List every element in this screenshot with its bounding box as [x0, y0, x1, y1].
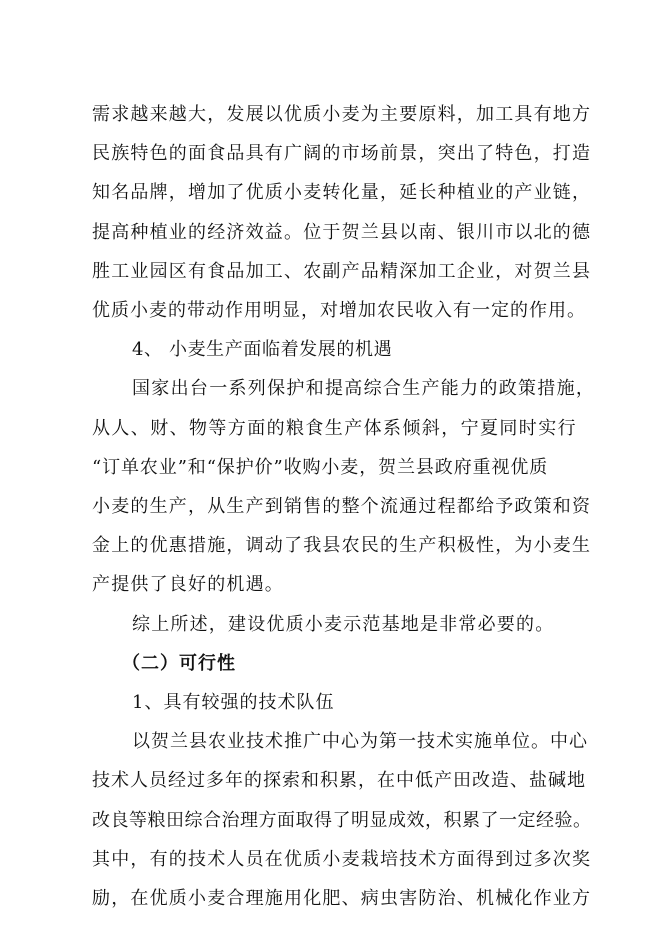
paragraph-line [0, 802, 662, 840]
line-text: 技术人员经过多年的探索和积累，在中低产田改造、盐碱地 [92, 770, 586, 792]
paragraph-line [0, 527, 662, 565]
paragraph-line [0, 174, 662, 212]
paragraph-line [0, 370, 662, 408]
paragraph-line [0, 253, 662, 291]
line-text: 需求越来越大，发展以优质小麦为主要原料，加工具有地方 [92, 104, 592, 125]
line-text: 从人、财、物等方面的粮食生产体系倾斜，宁夏同时实行 [92, 417, 577, 439]
heading-text: 1、具有较强的技术队伍 [132, 692, 335, 713]
paragraph-line [0, 410, 662, 448]
paragraph-line [0, 488, 662, 526]
line-text: 其中，有的技术人员在优质小麦栽培技术方面得到过多次奖 [92, 848, 592, 870]
line-text: 胜工业园区有食品加工、农副产品精深加工企业，对贺兰县 [92, 260, 592, 282]
line-text: 以贺兰县农业技术推广中心为第一技术实施单位。中心 [132, 731, 588, 753]
line-text: “订单农业”和“保护价”收购小麦，贺兰县政府重视优质 [92, 456, 549, 478]
section-heading [0, 684, 662, 722]
line-text: 国家出台一系列保护和提高综合生产能力的政策措施， [132, 378, 596, 400]
paragraph-line [0, 449, 662, 487]
line-text: 励，在优质小麦合理施用化肥、病虫害防治、机械化作业方 [92, 888, 592, 909]
heading-text: 4、 小麦生产面临着发展的机遇 [132, 339, 393, 361]
paragraph-line [0, 292, 662, 330]
line-text: 小麦的生产，从生产到销售的整个流通过程都给予政策和资 [92, 496, 592, 517]
line-text: 优质小麦的带动作用明显，对增加农民收入有一定的作用。 [92, 300, 586, 321]
line-text: 提高种植业的经济效益。位于贺兰县以南、银川市以北的德 [92, 221, 592, 243]
paragraph-line [0, 214, 662, 252]
line-text: 综上所述，建设优质小麦示范基地是非常必要的。 [132, 613, 555, 635]
line-text: 金上的优惠措施，调动了我县农民的生产积极性，为小麦生 [92, 535, 592, 557]
paragraph-line [0, 723, 662, 761]
paragraph-line [0, 606, 662, 644]
paragraph-line [0, 880, 662, 918]
heading-text: （二）可行性 [122, 652, 236, 674]
section-heading [0, 645, 662, 683]
section-heading [0, 331, 662, 369]
paragraph-line [0, 135, 662, 173]
line-text: 知名品牌，增加了优质小麦转化量，延长种植业的产业链， [92, 182, 592, 204]
line-text: 民族特色的面食品具有广阔的市场前景，突出了特色，打造 [92, 143, 592, 165]
line-text: 产提供了良好的机遇。 [92, 574, 284, 596]
paragraph-line [0, 762, 662, 800]
paragraph-line [0, 566, 662, 604]
paragraph-line [0, 96, 662, 134]
line-text: 改良等粮田综合治理方面取得了明显成效，积累了一定经验。 [92, 809, 592, 831]
paragraph-line [0, 841, 662, 879]
